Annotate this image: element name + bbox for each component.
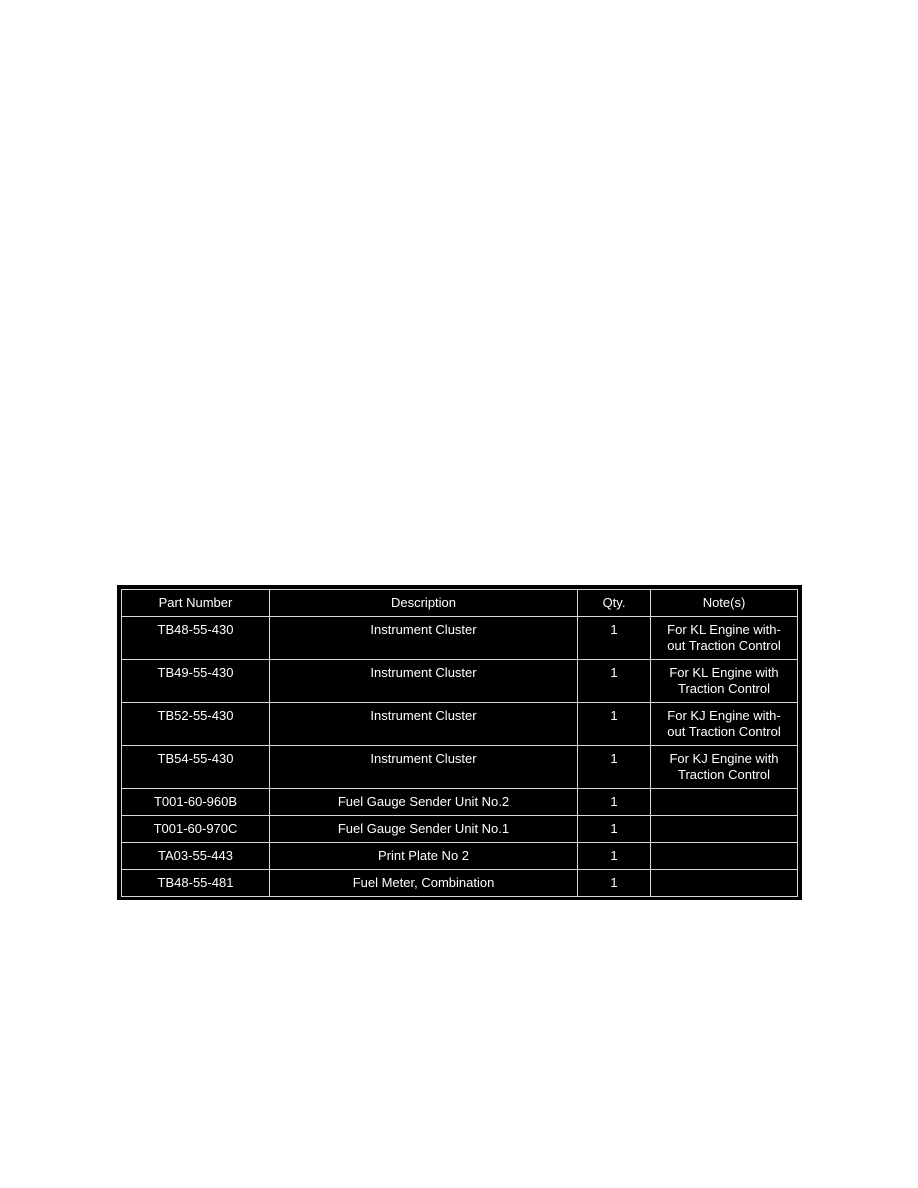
table-row [122,789,798,816]
cell-part-number: TB49-55-430 [122,660,270,703]
cell-description: Print Plate No 2 [270,843,578,870]
cell-notes [651,870,798,897]
cell-qty: 1 [578,746,651,789]
cell-description: Fuel Meter, Combination [270,870,578,897]
cell-qty: 1 [578,789,651,816]
cell-description: Fuel Gauge Sender Unit No.2 [270,789,578,816]
table-row [122,870,798,897]
table-row [122,746,798,789]
table-row [122,816,798,843]
cell-description: Fuel Gauge Sender Unit No.1 [270,816,578,843]
cell-part-number: TB48-55-430 [122,617,270,660]
cell-notes: For KJ Engine with Traction Control [651,746,798,789]
cell-notes [651,816,798,843]
cell-notes: For KJ Engine with- out Traction Control [651,703,798,746]
table-row [122,660,798,703]
header-notes: Note(s) [651,590,798,617]
table-header-row [122,590,798,617]
cell-part-number: TA03-55-443 [122,843,270,870]
cell-qty: 1 [578,843,651,870]
cell-part-number: T001-60-970C [122,816,270,843]
cell-notes [651,843,798,870]
parts-table [121,589,798,897]
cell-description: Instrument Cluster [270,746,578,789]
cell-qty: 1 [578,870,651,897]
cell-part-number: TB54-55-430 [122,746,270,789]
header-description: Description [270,590,578,617]
cell-description: Instrument Cluster [270,617,578,660]
parts-table-container [117,585,802,900]
cell-notes: For KL Engine with- out Traction Control [651,617,798,660]
table-row [122,843,798,870]
cell-part-number: T001-60-960B [122,789,270,816]
cell-qty: 1 [578,703,651,746]
cell-part-number: TB52-55-430 [122,703,270,746]
cell-qty: 1 [578,660,651,703]
cell-description: Instrument Cluster [270,660,578,703]
cell-part-number: TB48-55-481 [122,870,270,897]
cell-qty: 1 [578,617,651,660]
cell-qty: 1 [578,816,651,843]
cell-notes [651,789,798,816]
header-part-number: Part Number [122,590,270,617]
table-row [122,617,798,660]
cell-description: Instrument Cluster [270,703,578,746]
cell-notes: For KL Engine with Traction Control [651,660,798,703]
table-row [122,703,798,746]
header-qty: Qty. [578,590,651,617]
